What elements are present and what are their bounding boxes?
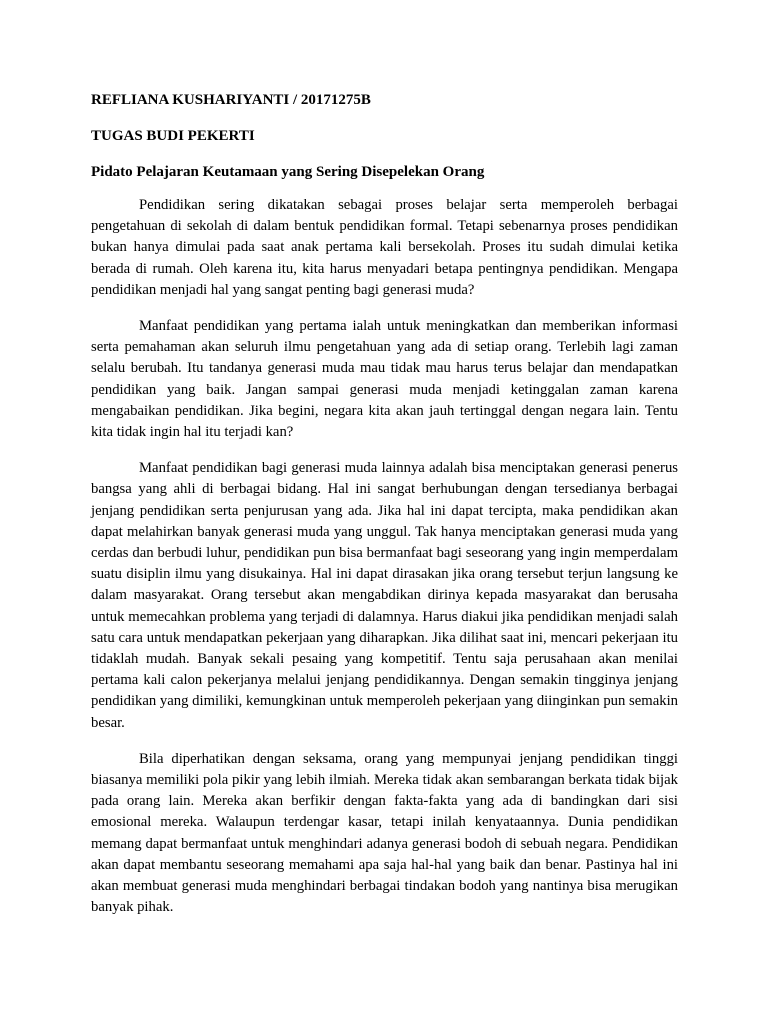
document-body xyxy=(91,89,678,934)
paragraph-3: Manfaat pendidikan bagi generasi muda lainnya adalah bisa menciptakan generasi penerus bangsa yang ahli di berbagai bidang. Hal ini sangat berhubungan dengan tersedianya berbagai jenjang pendidikan serta penjurusan yang ada. Jika hal ini dapat tercipta, maka pendidikan akan dapat melahirkan banyak generasi muda yang unggul. Tak hanya menciptakan generasi muda yang cerdas dan berbudi luhur, pendidikan pun bisa bermanfaat bagi seseorang yang ingin memperdalam suatu disiplin ilmu yang disukainya. Hal ini dapat dirasakan jika orang tersebut terjun langsung ke dalam masyarakat. Orang tersebut akan mengabdikan dirinya kepada masyarakat dan berusaha untuk memecahkan problema yang terjadi di dalamnya. Harus diakui jika pendidikan menjadi salah satu cara untuk mendapatkan pekerjaan yang diharapkan. Jika dilihat saat ini, mencari pekerjaan itu tidaklah mudah. Banyak sekali pesaing yang kompetitif. Tentu saja perusahaan akan menilai pertama kali calon pekerjanya melalui jenjang pendidikannya. Dengan semakin tingginya jenjang pendidikan yang dimiliki, kemungkinan untuk memperoleh pekerjaan yang diinginkan pun semakin besar. xyxy=(91,460,678,731)
paragraph-4: Bila diperhatikan dengan seksama, orang yang mempunyai jenjang pendidikan tinggi biasanya memiliki pola pikir yang lebih ilmiah. Mereka tidak akan sembarangan berkata tidak bijak pada orang lain. Mereka akan berfikir dengan fakta-fakta yang ada di bandingkan dari sisi emosional mereka. Walaupun terdengar kasar, tetapi inilah kenyataannya. Dunia pendidikan memang dapat bermanfaat untuk menghindari adanya generasi bodoh di sebuah negara. Pendidikan akan dapat membantu seseorang memahami apa saja hal-hal yang baik dan benar. Pastinya hal ini akan membuat generasi muda menghindari berbagai tindakan bodoh yang nantinya bisa merugikan banyak pihak. xyxy=(91,750,678,916)
paragraph-2: Manfaat pendidikan yang pertama ialah untuk meningkatkan dan memberikan informasi serta pemahaman akan seluruh ilmu pengetahuan yang ada di setiap orang. Terlebih lagi zaman selalu berubah. Itu tandanya generasi muda mau tidak mau harus terus belajar dan mendapatkan pendidikan yang baik. Jangan sampai generasi muda menjadi ketinggalan zaman karena mengabaikan pendidikan. Jika begini, negara kita akan jauh tertinggal dengan negara lain. Tentu kita tidak ingin hal itu terjadi kan? xyxy=(91,318,678,441)
paragraph-1: Pendidikan sering dikatakan sebagai proses belajar serta memperoleh berbagai pengetahuan di sekolah di dalam bentuk pendidikan formal. Tetapi sebenarnya proses pendidikan bukan hanya dimulai pada saat anak pertama kali bersekolah. Proses itu sudah dimulai ketika berada di rumah. Oleh karena itu, kita harus menyadari betapa pentingnya pendidikan. Mengapa pendidikan menjadi hal yang sangat penting bagi generasi muda? xyxy=(91,197,678,298)
speech-title: Pidato Pelajaran Keutamaan yang Sering Disepelekan Orang xyxy=(91,164,485,180)
subject-line: TUGAS BUDI PEKERTI xyxy=(91,128,255,144)
author-line: REFLIANA KUSHARIYANTI / 20171275B xyxy=(91,92,371,108)
